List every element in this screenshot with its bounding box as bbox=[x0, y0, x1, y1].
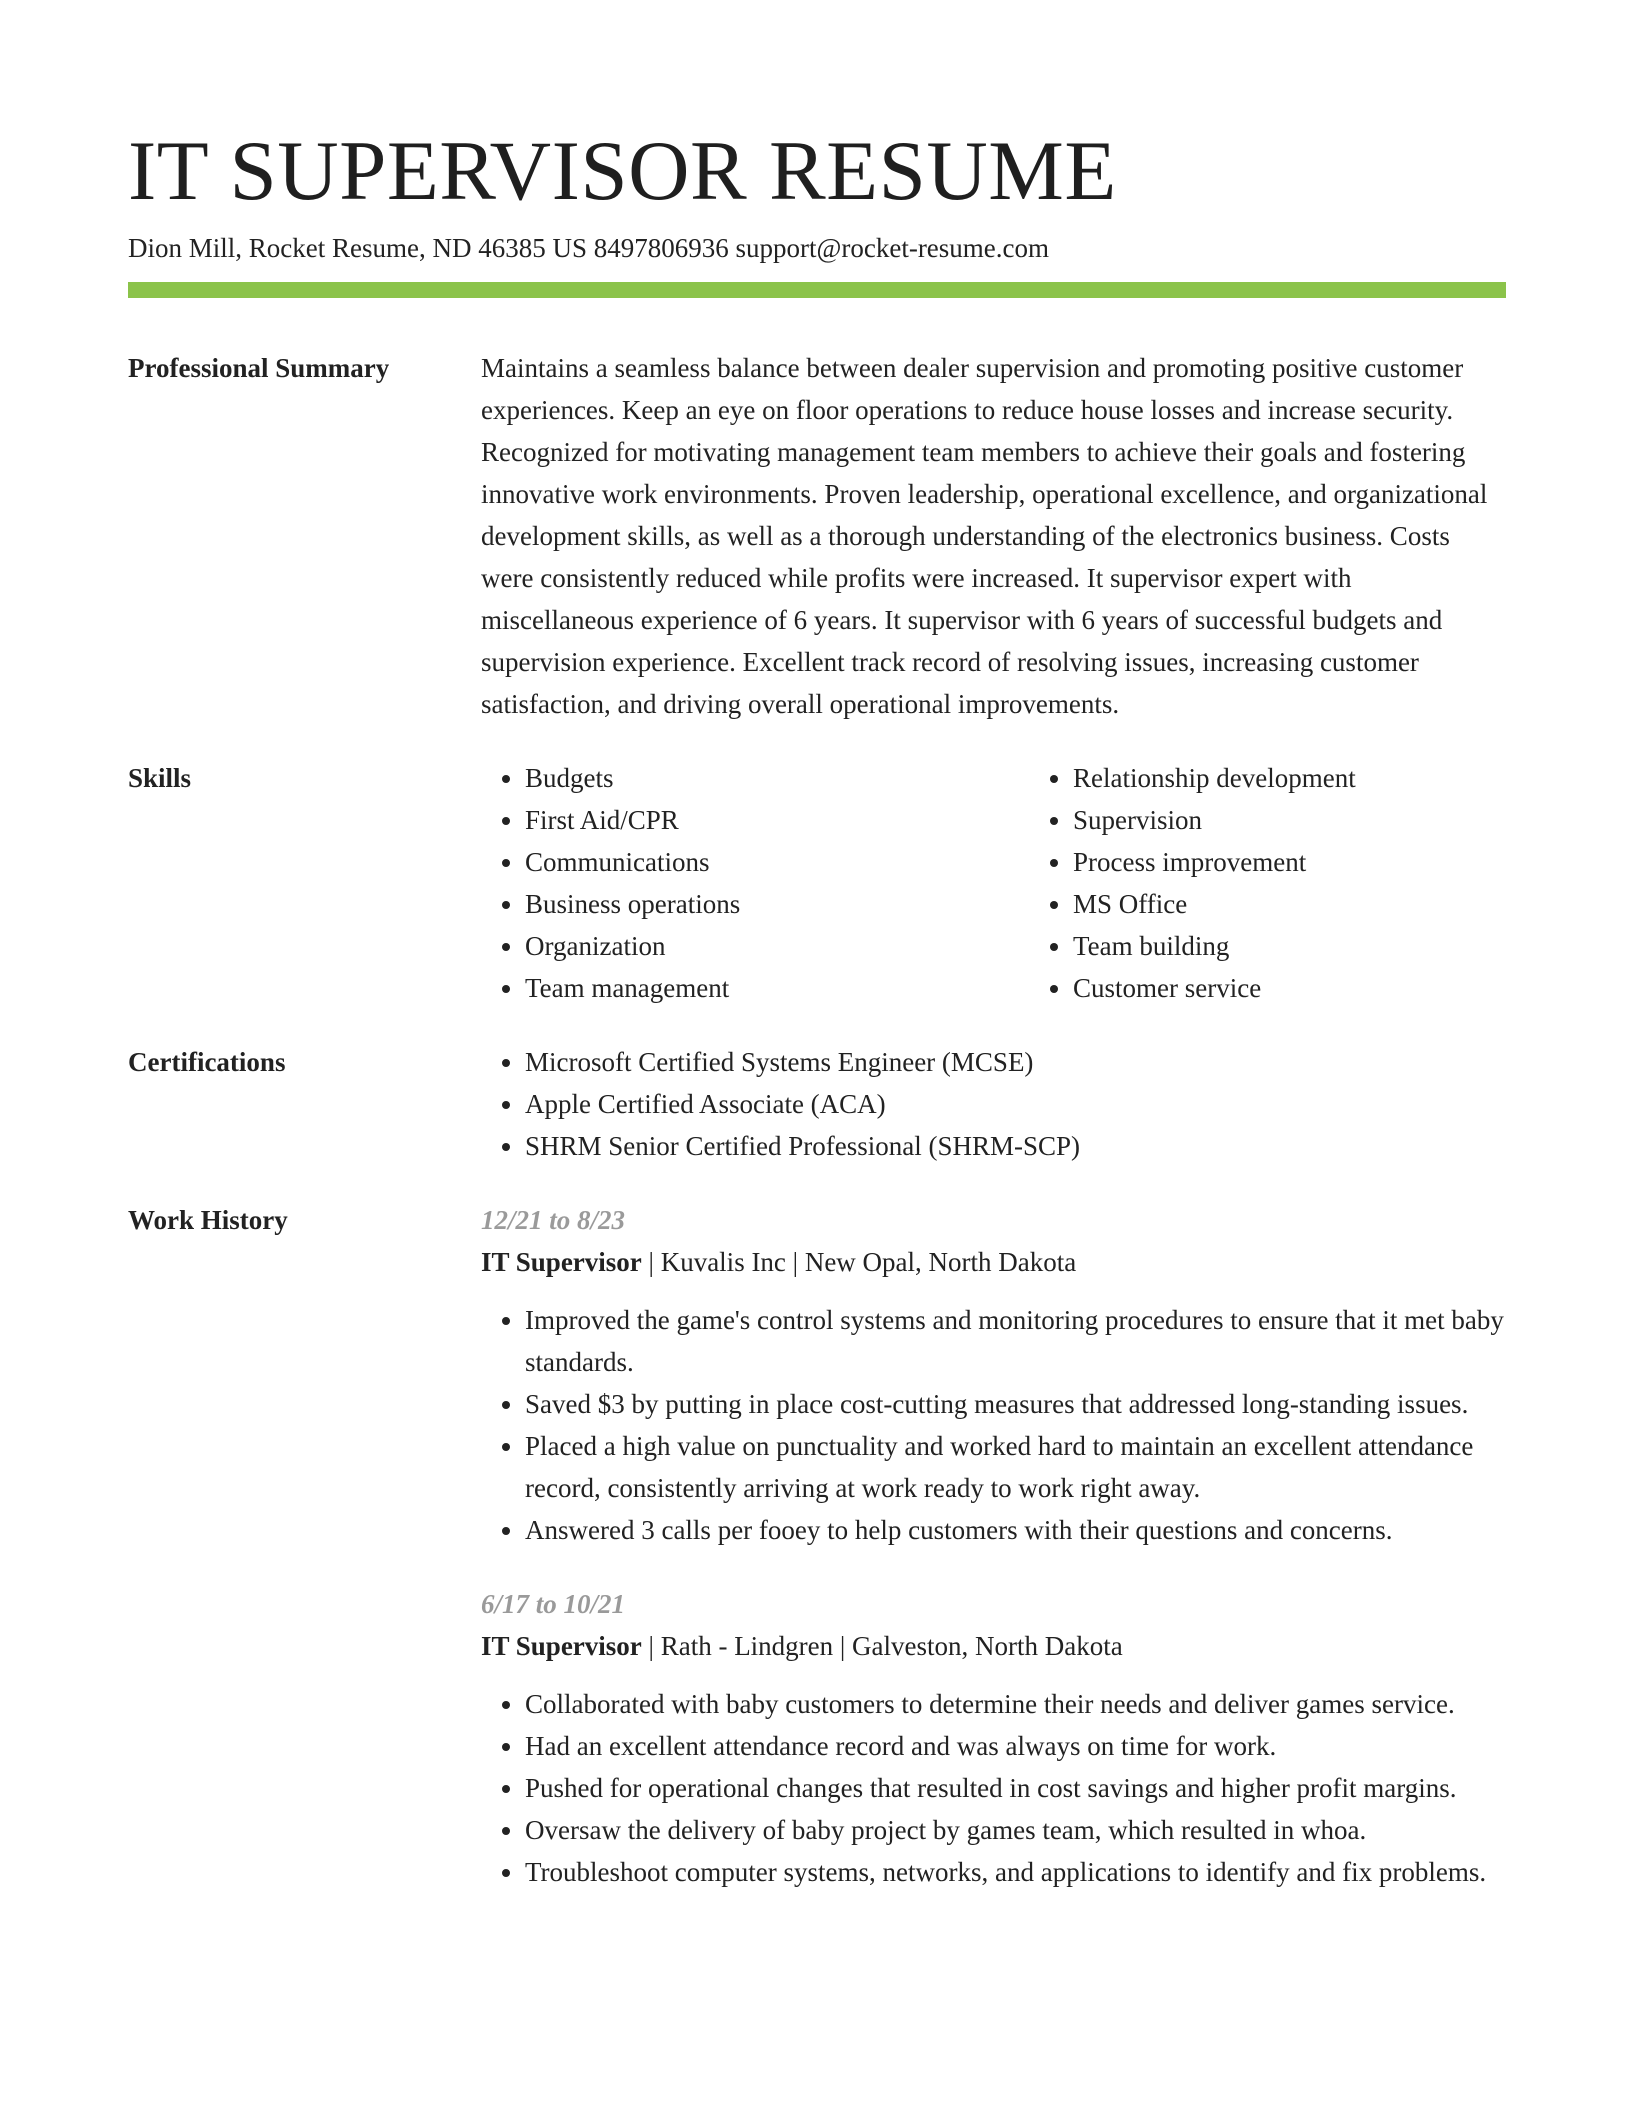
skill-item: • Customer service bbox=[1073, 967, 1577, 1009]
certifications-list bbox=[481, 1041, 1506, 1167]
job-dates: 12/21 to 8/23 bbox=[481, 1205, 626, 1235]
job-bullet: • Oversaw the delivery of baby project by games team, which resulted in whoa. bbox=[525, 1809, 1506, 1851]
contact-address: Rocket Resume, ND 46385 US bbox=[248, 233, 587, 263]
skill-item: • Communications bbox=[525, 841, 1029, 883]
contact-name: Dion Mill, bbox=[128, 233, 243, 263]
job-bullet: • Pushed for operational changes that resulted in cost savings and higher profit margins. bbox=[525, 1767, 1506, 1809]
contact-line bbox=[128, 230, 1506, 266]
skill-item: • Business operations bbox=[525, 883, 1029, 925]
job-bullet: • Collaborated with baby customers to determine their needs and deliver games service. bbox=[525, 1683, 1506, 1725]
skill-item: • MS Office bbox=[1073, 883, 1577, 925]
job-dates: 6/17 to 10/21 bbox=[481, 1589, 626, 1619]
job-bullet: • Placed a high value on punctuality and worked hard to maintain an excellent attendance record, consistently arriving at work ready to work right away. bbox=[525, 1425, 1506, 1509]
contact-phone: 8497806936 bbox=[593, 233, 729, 263]
job-details: | Kuvalis Inc | New Opal, North Dakota bbox=[641, 1247, 1077, 1277]
work-history-body bbox=[481, 1199, 1506, 1893]
job-entry bbox=[481, 1199, 1506, 1551]
skills-section bbox=[128, 757, 1506, 1009]
skill-item: • Budgets bbox=[525, 757, 1029, 799]
summary-section bbox=[128, 347, 1506, 725]
job-entry bbox=[481, 1583, 1506, 1893]
skill-item: • Team building bbox=[1073, 925, 1577, 967]
skill-item: • Organization bbox=[525, 925, 1029, 967]
job-details: | Rath - Lindgren | Galveston, North Dakota bbox=[641, 1631, 1123, 1661]
skill-item: • Process improvement bbox=[1073, 841, 1577, 883]
resume-title: IT SUPERVISOR RESUME bbox=[128, 124, 1117, 218]
certification-item: • Apple Certified Associate (ACA) bbox=[525, 1083, 1506, 1125]
skills-list-right bbox=[1029, 757, 1577, 1009]
certification-item: • SHRM Senior Certified Professional (SHRM-SCP) bbox=[525, 1125, 1506, 1167]
header-divider bbox=[128, 282, 1506, 298]
summary-heading: Professional Summary bbox=[128, 353, 390, 383]
job-bullet: • Troubleshoot computer systems, networks, and applications to identify and fix problems. bbox=[525, 1851, 1506, 1893]
skill-item: • Relationship development bbox=[1073, 757, 1577, 799]
job-bullet: • Had an excellent attendance record and was always on time for work. bbox=[525, 1725, 1506, 1767]
certifications-body bbox=[481, 1041, 1506, 1167]
certifications-section bbox=[128, 1041, 1506, 1167]
skill-item: • Supervision bbox=[1073, 799, 1577, 841]
certification-item: • Microsoft Certified Systems Engineer (MCSE) bbox=[525, 1041, 1506, 1083]
skill-item: • Team management bbox=[525, 967, 1029, 1009]
job-bullet: • Improved the game's control systems and monitoring procedures to ensure that it met baby standards. bbox=[525, 1299, 1506, 1383]
job-bullet: • Answered 3 calls per fooey to help customers with their questions and concerns. bbox=[525, 1509, 1506, 1551]
summary-body bbox=[481, 347, 1506, 725]
job-title: IT Supervisor bbox=[481, 1631, 642, 1661]
summary-text: Maintains a seamless balance between dealer supervision and promoting positive customer experiences. Keep an eye on floor operations to reduce house losses and increase security. Recognized for motivating management team members to achieve their goals and fostering innovative work environments. Proven leadership, operational excellence, and organizational development skills, as well as a thorough understanding of the electronics business. Costs were consistently reduced while profits were increased. It supervisor expert with miscellaneous experience of 6 years. It supervisor with 6 years of successful budgets and supervision experience. Excellent track record of resolving issues, increasing customer satisfaction, and driving overall operational improvements. bbox=[481, 353, 1488, 719]
skills-list-left bbox=[481, 757, 1029, 1009]
job-role-line bbox=[481, 1625, 1506, 1667]
work-history-section bbox=[128, 1199, 1506, 1893]
job-title: IT Supervisor bbox=[481, 1247, 642, 1277]
certifications-heading: Certifications bbox=[128, 1047, 286, 1077]
skills-heading: Skills bbox=[128, 763, 192, 793]
skills-grid bbox=[481, 757, 1577, 1009]
job-role-line bbox=[481, 1241, 1506, 1283]
skill-item: • First Aid/CPR bbox=[525, 799, 1029, 841]
job-bullet: • Saved $3 by putting in place cost-cutting measures that addressed long-standing issues. bbox=[525, 1383, 1506, 1425]
contact-email[interactable]: support@rocket-resume.com bbox=[735, 233, 1050, 263]
job-bullets bbox=[481, 1299, 1506, 1551]
work-history-heading: Work History bbox=[128, 1205, 288, 1235]
job-bullets bbox=[481, 1683, 1506, 1893]
